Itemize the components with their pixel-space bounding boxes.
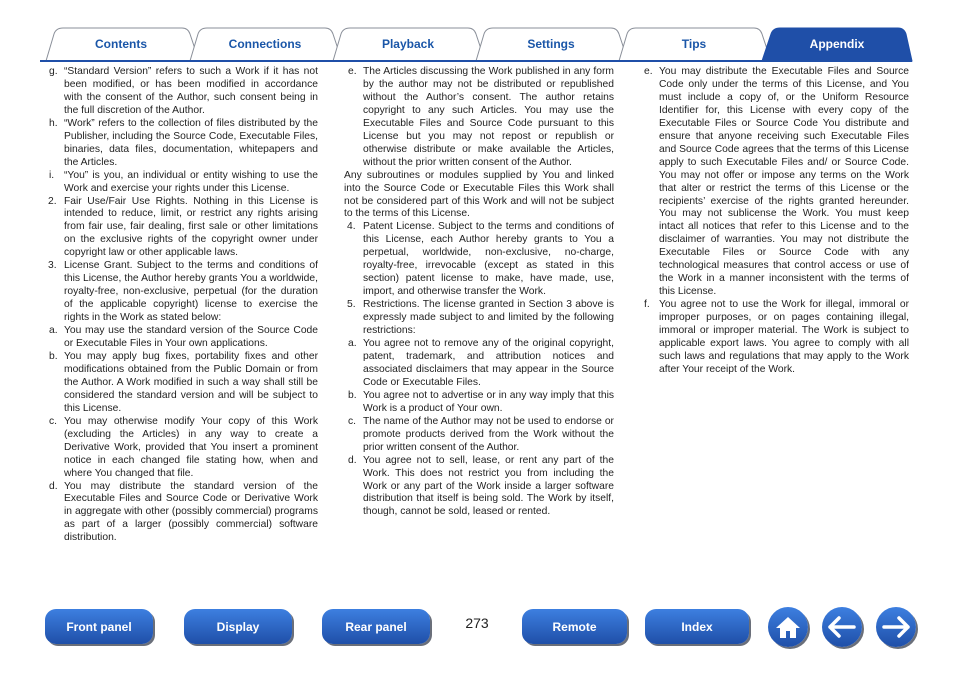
item-marker: c. xyxy=(49,415,58,427)
item-text: You may distribute the Executable Files and Source Code only under the terms of this License, and You must include a copy of, or the Uniform Resource Identifier for, this License with every copy of the Executable Files or Source Code You distribute and ensure that anyone receiving such Executable Files and Source Code agrees that the terms of this License apply to such Executable Files and/ or Source Code. You may not offer or impose any terms on the Work that alter or restrict the terms of this License or the recipients’ exercise of the rights granted hereunder. You may not sublicense the Work. You must keep intact all notices that refer to this License and to the disclaimer of warranties. You may not distribute the Executable Files or Source Code with any technological measures that control access or use of the Work in a manner inconsistent with the terms of this License. xyxy=(659,66,909,298)
item-text: You agree not to sell, lease, or rent any part of the Work. This does not restrict you from including the Work or any part of the Work inside a larger software distribution that itself is being sold. The Work by itself, though, cannot be sold, leased or rented. xyxy=(363,454,614,518)
list-item xyxy=(45,260,318,325)
item-text: “Standard Version” refers to such a Work if it has not been modified, or has been modified in accordance with the consent of the Author, such consent being in the full discretion of the Author. xyxy=(64,66,318,116)
list-item xyxy=(344,416,614,455)
item-marker: b. xyxy=(348,389,357,401)
list-item xyxy=(344,66,614,170)
list-item xyxy=(45,170,318,196)
item-marker: d. xyxy=(49,480,58,492)
back-button[interactable] xyxy=(822,607,862,647)
item-marker: a. xyxy=(49,325,58,337)
item-marker: b. xyxy=(49,350,58,362)
item-text: You may distribute the standard version of the Executable Files and Source Code or Derivative Work in aggregate with other (possibly commercial) programs as part of a larger (possibly commercial) software distribution. xyxy=(64,480,318,544)
item-marker: 3. xyxy=(48,260,57,272)
tab-tips[interactable] xyxy=(625,28,763,60)
list-item xyxy=(344,221,614,299)
item-marker: e. xyxy=(644,66,653,77)
item-text: The Articles discussing the Work published in any form by the author may not be distributed or republished without the Author’s consent. The author retains copyright to any such Articles. You may use the Executable Files and Source Code pursuant to this License but you may not repost or republish or otherwise distribute or make available the Articles, without the prior written consent of the Author. xyxy=(363,66,614,168)
tab-connections-label: Connections xyxy=(228,37,302,51)
item-marker: c. xyxy=(348,415,357,427)
paragraph xyxy=(344,170,614,222)
tab-appendix[interactable] xyxy=(768,28,906,60)
tab-bar xyxy=(0,0,954,62)
item-text: License Grant. Subject to the terms and conditions of this License, the Author hereby grants You a worldwide, royalty-free, non-exclusive, perpetual (for the duration of the applicable copyright) license to exercise the rights in the Work as stated below: xyxy=(64,260,318,324)
list-item xyxy=(45,351,318,416)
list-item xyxy=(344,390,614,416)
forward-button[interactable] xyxy=(876,607,916,647)
list-item xyxy=(344,338,614,390)
item-text: “You” is you, an individual or entity wishing to use the Work and exercise your rights under this License. xyxy=(64,169,318,194)
display-label: Display xyxy=(216,619,260,634)
front-panel-button[interactable] xyxy=(45,609,153,644)
item-text: You may apply bug fixes, portability fixes and other modifications obtained from the Public Domain or from the Author. A Work modified in such a way shall still be considered the standard version and will be subject to this License. xyxy=(64,350,318,414)
list-item xyxy=(45,196,318,261)
rear-panel-button[interactable] xyxy=(322,609,430,644)
item-text: You may use the standard version of the Source Code or Executable Files in Your own applications. xyxy=(64,325,318,350)
list-item xyxy=(45,481,318,546)
item-text: Fair Use/Fair Use Rights. Nothing in this License is intended to reduce, limit, or restrict any rights arising from fair use, fair dealing, first sale or other limitations on the exclusive rights of the copyright owner under copyright law or other applicable laws. xyxy=(64,195,318,259)
front-panel-label: Front panel xyxy=(66,619,132,634)
tab-playback[interactable] xyxy=(339,28,477,60)
item-marker: 2. xyxy=(48,195,57,207)
item-text: You may otherwise modify Your copy of this Work (excluding the Articles) in any way to create a Derivative Work, provided that You insert a prominent notice in each changed file stating how, when and where You changed that file. xyxy=(64,415,318,479)
tab-connections[interactable] xyxy=(196,28,334,60)
tab-settings-label: Settings xyxy=(527,37,575,51)
rear-panel-label: Rear panel xyxy=(345,619,407,634)
list-item xyxy=(640,66,909,299)
item-marker: a. xyxy=(348,338,357,350)
tab-contents-label: Contents xyxy=(95,37,147,51)
item-text: “Work” refers to the collection of files distributed by the Publisher, including the Source Code, Executable Files, binaries, data files, documentation, whitepapers and the Articles. xyxy=(64,117,318,168)
index-button[interactable] xyxy=(645,609,749,644)
tab-settings[interactable] xyxy=(482,28,620,60)
item-marker: f. xyxy=(644,299,650,311)
item-text: You agree not to remove any of the original copyright, patent, trademark, and attribution notices and associated disclaimers that may appear in the Source Code or Executable Files. xyxy=(363,338,614,388)
display-button[interactable] xyxy=(184,609,292,644)
home-button[interactable] xyxy=(768,607,808,647)
remote-button[interactable] xyxy=(522,609,627,644)
list-item xyxy=(344,299,614,338)
list-item xyxy=(640,299,909,377)
item-text: Restrictions. The license granted in Section 3 above is expressly made subject to and limited by the following restrictions: xyxy=(363,299,614,337)
list-item xyxy=(45,325,318,351)
arrow-right-icon xyxy=(882,616,910,638)
home-icon xyxy=(775,615,801,639)
page-number: 273 xyxy=(465,615,489,631)
item-marker: h. xyxy=(49,117,58,129)
tab-tips-label: Tips xyxy=(681,37,707,51)
list-item xyxy=(45,66,318,118)
license-column-1 xyxy=(45,66,318,545)
item-text: You agree not to use the Work for illegal, immoral or improper purposes, or on pages containing illegal, immoral or improper material. The Work is subject to applicable export laws. You agree to comply with all such laws and regulations that may apply to the Work after Your receipt of the Work. xyxy=(659,299,909,375)
tab-contents[interactable] xyxy=(52,28,190,60)
item-text: Patent License. Subject to the terms and conditions of this License, each Author hereby grants to You a perpetual, worldwide, non-exclusive, no-charge, royalty-free, irrevocable (except as stated in this section) patent license to make, have made, use, import, and otherwise transfer the Work. xyxy=(363,221,614,298)
license-column-3 xyxy=(640,66,909,377)
list-item xyxy=(45,416,318,481)
tab-appendix-label: Appendix xyxy=(809,37,865,51)
license-column-2 xyxy=(344,66,614,519)
paragraph-text: Any subroutines or modules supplied by You and linked into the Source Code or Executable Files this Work shall not be considered part of this Work and will not be subject to the terms of this License. xyxy=(344,169,614,220)
list-item xyxy=(45,118,318,170)
item-marker: 4. xyxy=(347,221,356,233)
list-item xyxy=(344,455,614,520)
item-text: You agree not to advertise or in any way imply that this Work is a product of Your own. xyxy=(363,389,614,414)
item-marker: e. xyxy=(348,66,357,77)
item-marker: d. xyxy=(348,454,357,466)
item-marker: g. xyxy=(49,66,58,77)
remote-label: Remote xyxy=(552,619,597,634)
arrow-left-icon xyxy=(828,616,856,638)
item-text: The name of the Author may not be used to endorse or promote products derived from the Work without the prior written consent of the Author. xyxy=(363,415,614,453)
tab-playback-label: Playback xyxy=(381,37,435,51)
index-label: Index xyxy=(681,619,713,634)
item-marker: i. xyxy=(49,169,55,181)
item-marker: 5. xyxy=(347,299,356,311)
